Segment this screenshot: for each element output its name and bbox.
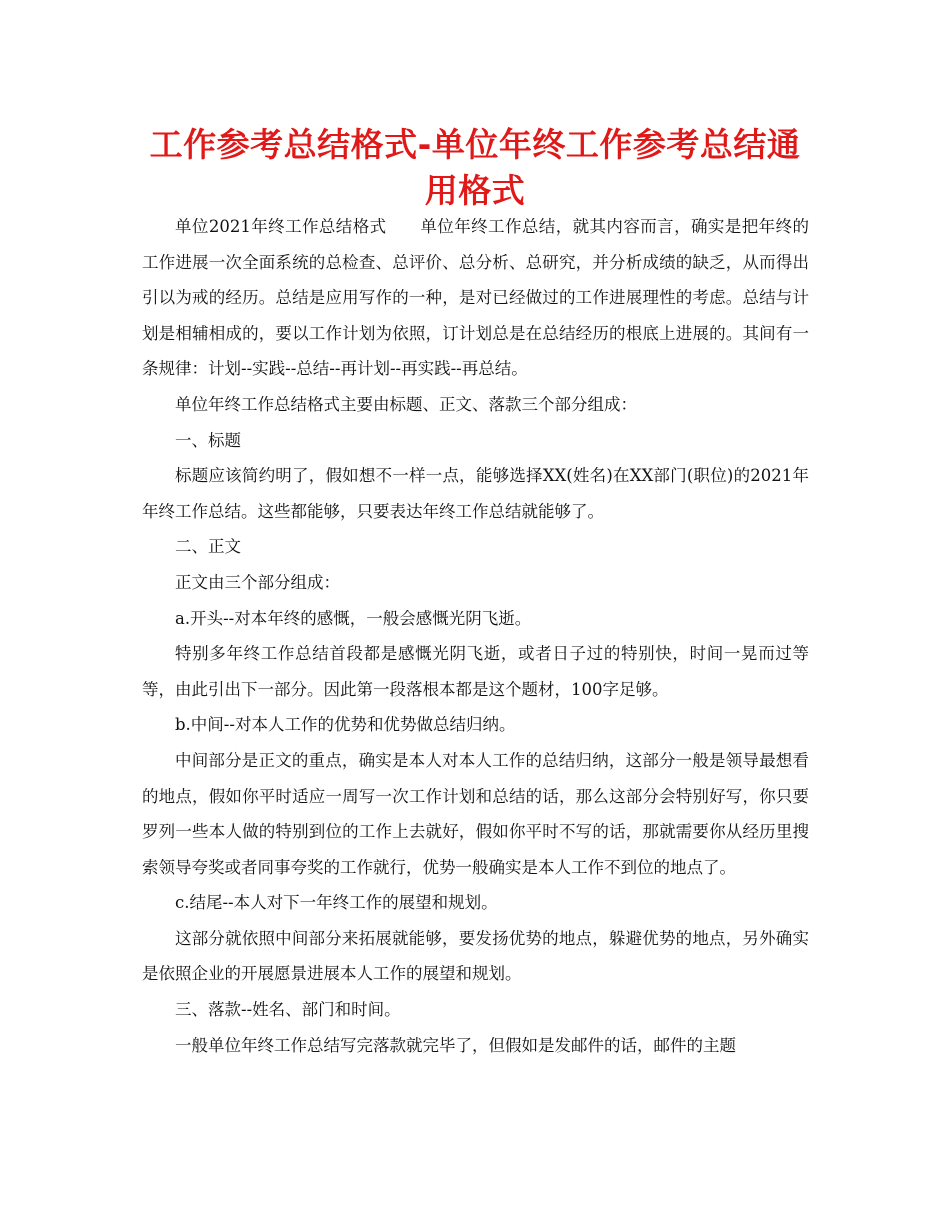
paragraph: 这部分就依照中间部分来拓展就能够，要发扬优势的地点，躲避优势的地点，另外确实是依照企业的开展愿景进展本人工作的展望和规划。 <box>142 928 809 984</box>
paragraph: a.开头--对本年终的感慨，一般会感慨光阴飞逝。 <box>175 608 532 628</box>
paragraph: 单位年终工作总结格式主要由标题、正文、落款三个部分组成： <box>175 394 637 414</box>
paragraph: 一般单位年终工作总结写完落款就完毕了，但假如是发邮件的话，邮件的主题 <box>175 1035 736 1055</box>
paragraph: 标题应该简约明了，假如想不一样一点，能够选择XX(姓名)在XX部门(职位)的2021年年终工作总结。这些都能够，只要表达年终工作总结就能够了。 <box>142 466 809 521</box>
section-heading: 三、落款--姓名、部门和时间。 <box>175 1000 401 1020</box>
document-body <box>142 209 809 1063</box>
document-title: 工作参考总结格式-单位年终工作参考总结通用格式 <box>149 125 801 210</box>
paragraph: c.结尾--本人对下一年终工作的展望和规划。 <box>175 893 498 913</box>
section-heading: 一、标题 <box>175 430 241 450</box>
paragraph: 正文由三个部分组成： <box>175 572 340 592</box>
paragraph: 特别多年终工作总结首段都是感慨光阴飞逝，或者日子过的特别快，时间一晃而过等等，由此引出下一部分。因此第一段落根本都是这个题材，100字足够。 <box>142 644 809 699</box>
paragraph: 单位2021年终工作总结格式 单位年终工作总结，就其内容而言，确实是把年终的工作进展一次全面系统的总检查、总评价、总分析、总研究，并分析成绩的缺乏，从而得出引以为戒的经历。总结是应用写作的一种，是对已经做过的工作进展理性的考虑。总结与计划是相辅相成的，要以工作计划为依照，订计划总是在总结经历的根底上进展的。其间有一条规律：计划--实践--总结--再计划--再实践--再总结。 <box>142 217 809 379</box>
section-heading: 二、正文 <box>175 537 241 557</box>
paragraph: 中间部分是正文的重点，确实是本人对本人工作的总结归纳，这部分一般是领导最想看的地点，假如你平时适应一周写一次工作计划和总结的话，那么这部分会特别好写，你只要罗列一些本人做的特别到位的工作上去就好，假如你平时不写的话，那就需要你从经历里搜索领导夸奖或者同事夸奖的工作就行，优势一般确实是本人工作不到位的地点了。 <box>142 750 809 877</box>
paragraph: b.中间--对本人工作的优势和优势做总结归纳。 <box>175 715 516 735</box>
